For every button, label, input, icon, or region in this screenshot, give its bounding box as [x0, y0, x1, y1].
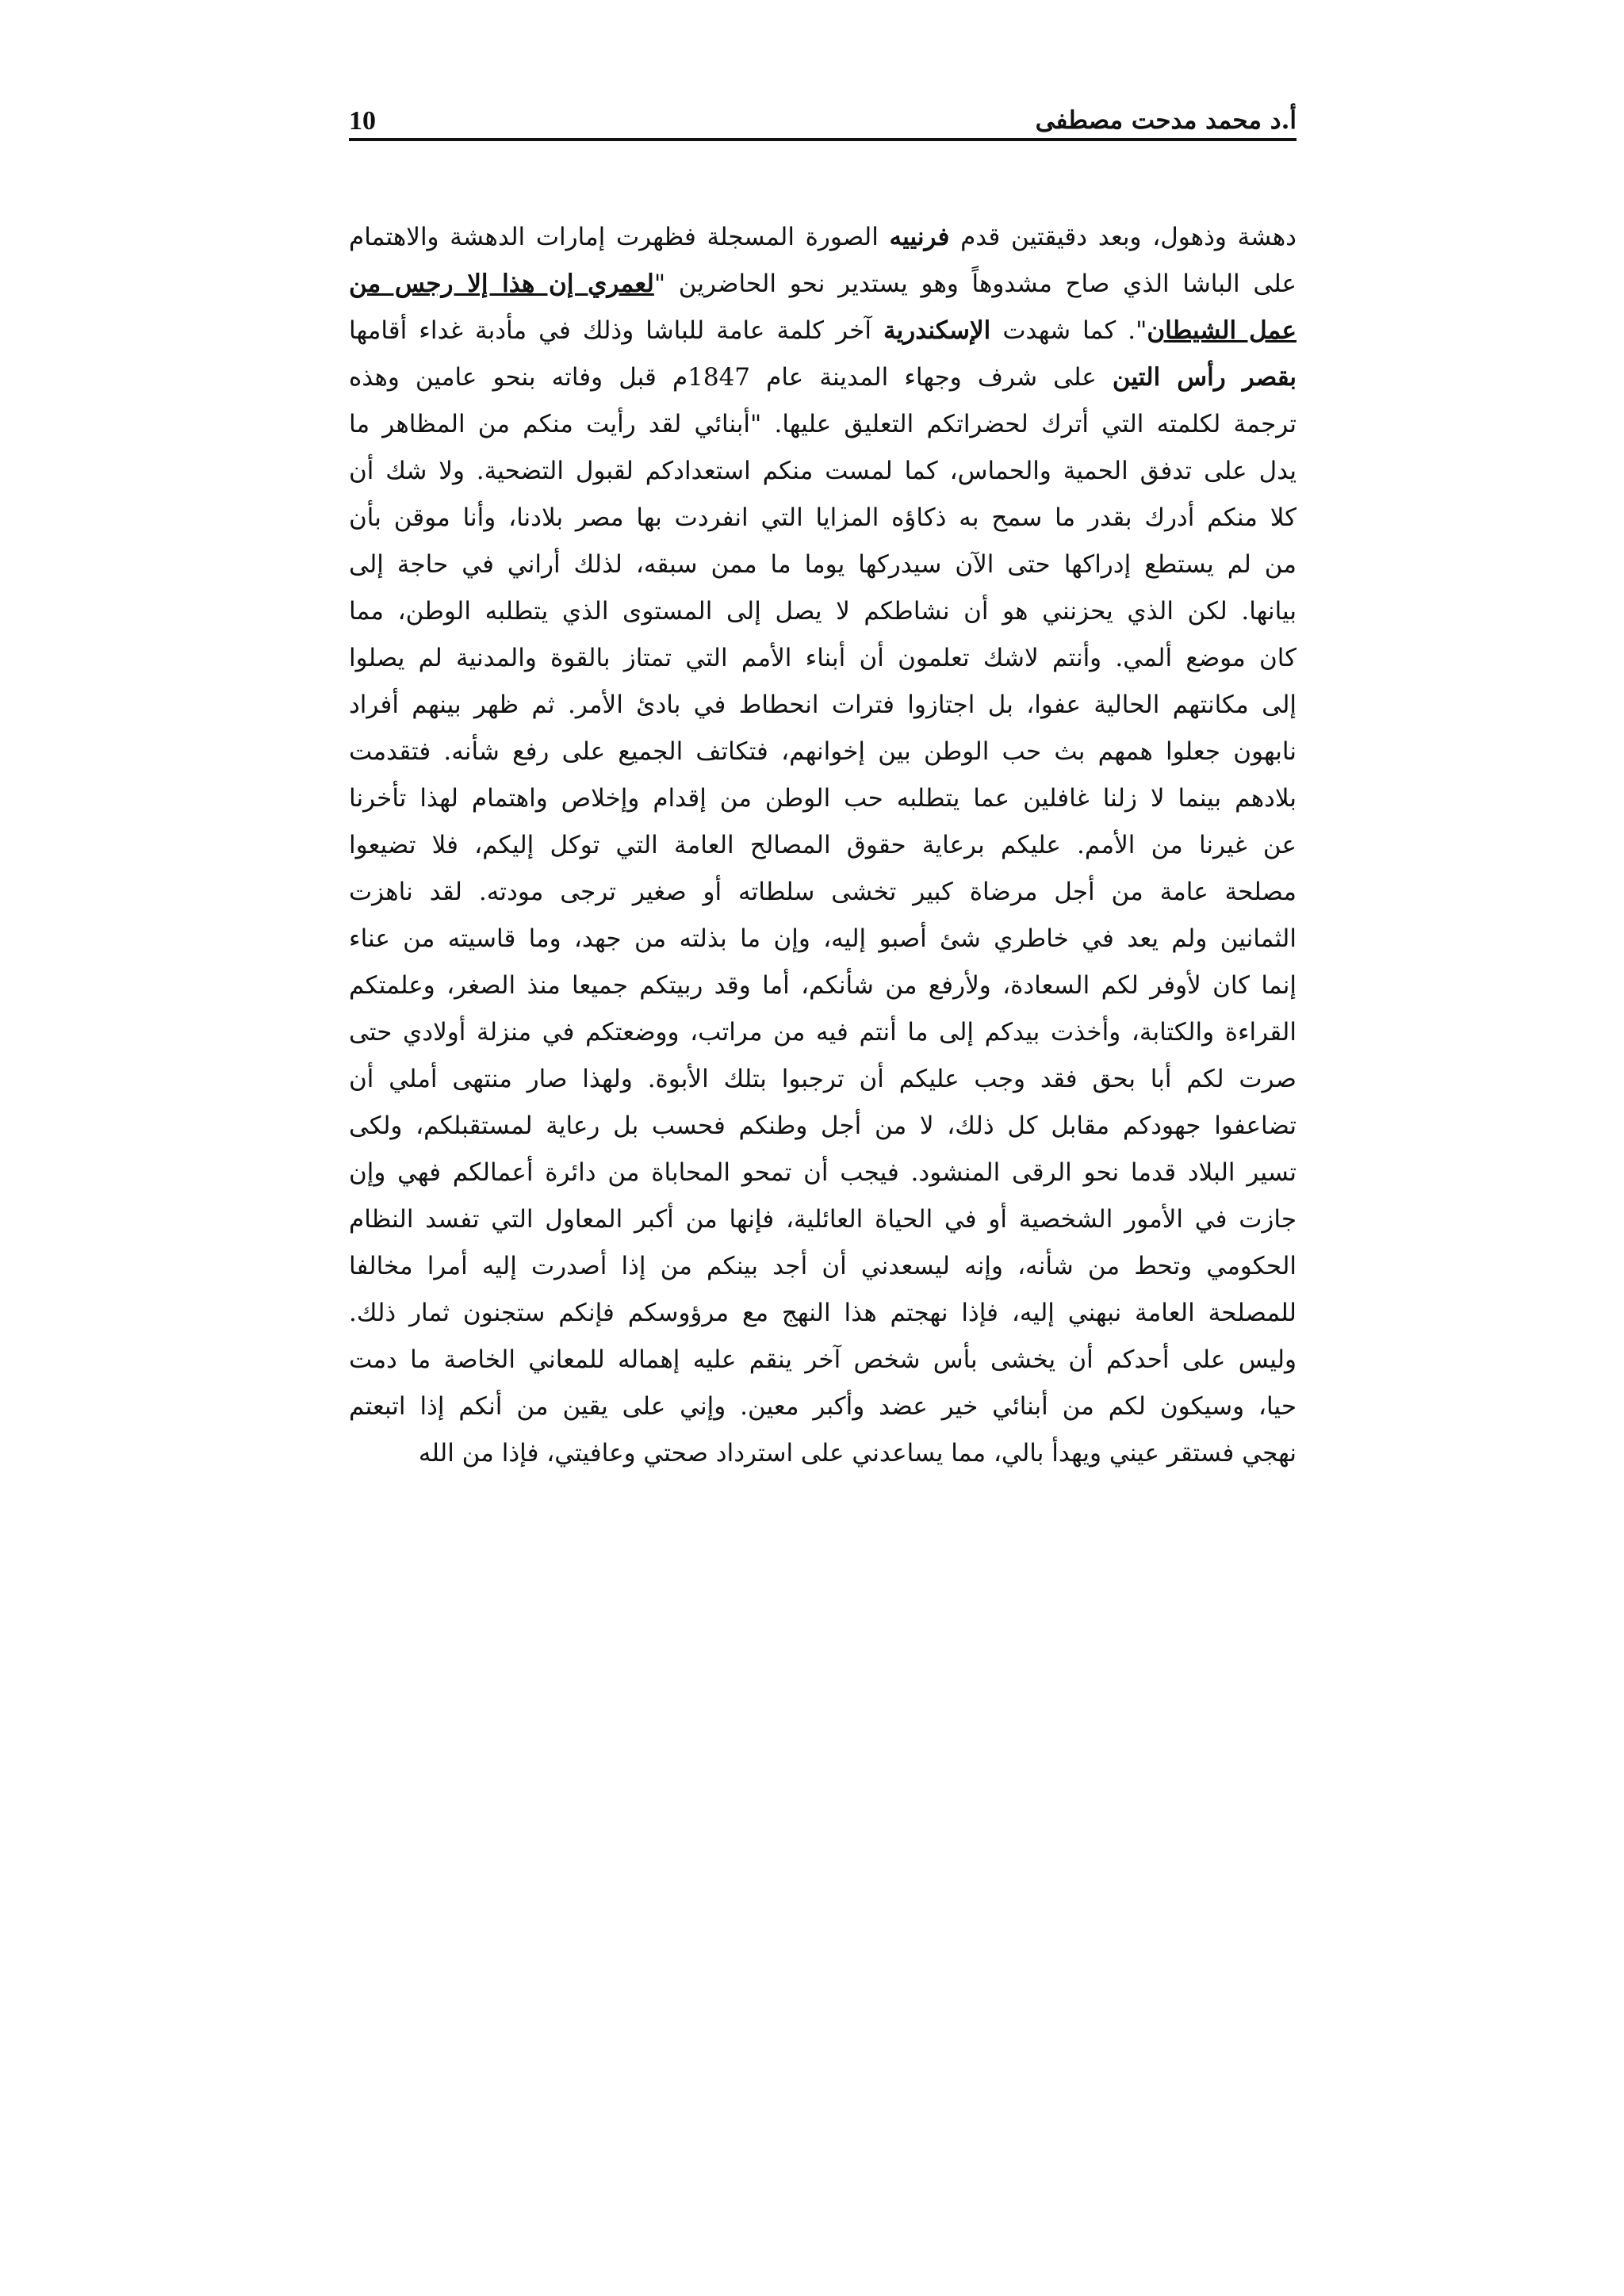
- text-run: من لم يستطع إدراكها حتى الآن سيدركها يوما ما ممن سبقه، لذلك أراني في حاجة إلى: [349, 550, 1297, 579]
- text-line: [349, 775, 1297, 822]
- text-line: [349, 401, 1297, 448]
- text-run: على شرف وجهاء المدينة عام 1847م قبل وفاته بنحو عامين وهذه: [349, 363, 1113, 392]
- text-run: عن غيرنا من الأمم. عليكم برعاية حقوق المصالح العامة التي توكل إليكم، فلا تضيعوا: [349, 831, 1297, 859]
- text-line: [349, 682, 1297, 729]
- text-run: جازت في الأمور الشخصية أو في الحياة العائلية، فإنها من أكبر المعاول التي تفسد النظام: [349, 1205, 1297, 1234]
- text-run: نهجي فستقر عيني ويهدأ بالي، مما يساعدني على استرداد صحتي وعافيتي، فإذا من الله: [418, 1439, 1297, 1468]
- text-run: القراءة والكتابة، وأخذت بيدكم إلى ما أنتم فيه من مراتب، ووضعتكم في منزلة أولادي حتى: [349, 1018, 1297, 1047]
- text-line: [349, 1290, 1297, 1337]
- text-run: ترجمة لكلمته التي أترك لحضراتكم التعليق عليها. "أبنائي لقد رأيت منكم من المظاهر ما: [349, 410, 1297, 438]
- running-head-author: أ.د محمد مدحت مصطفى: [1035, 106, 1297, 135]
- text-line: [349, 916, 1297, 962]
- text-line: [349, 354, 1297, 401]
- bold-term: الإسكندرية: [883, 316, 991, 345]
- text-line: [349, 1430, 1297, 1477]
- text-line: [349, 1243, 1297, 1290]
- text-run: كلا منكم أدرك بقدر ما سمح به ذكاؤه المزايا التي انفردت بها مصر بلادنا، وأنا موقن بأن: [349, 503, 1297, 532]
- text-line: [349, 869, 1297, 916]
- text-run: يدل على تدفق الحمية والحماس، كما لمست منكم استعدادكم لقبول التضحية. ولا شك أن: [349, 457, 1297, 485]
- emphasized-quote: لعمري إن هذا إلا رجس من: [349, 270, 654, 298]
- text-line: [349, 1196, 1297, 1243]
- body-paragraph: [349, 214, 1297, 1477]
- text-run: تسير البلاد قدما نحو الرقى المنشود. فيجب أن تمحو المحاباة من دائرة أعمالكم فهي وإن: [349, 1158, 1297, 1187]
- text-run: بلادهم بينما لا زلنا غافلين عما يتطلبه حب الوطن من إقدام وإخلاص واهتمام لهذا تأخرنا: [349, 784, 1297, 813]
- text-run: صرت لكم أبا بحق فقد وجب عليكم أن ترجبوا بتلك الأبوة. ولهذا صار منتهى أملي أن: [349, 1065, 1297, 1093]
- text-line: [349, 214, 1297, 261]
- text-line: [349, 1056, 1297, 1103]
- page-number: 10: [349, 106, 376, 136]
- text-run: ". كما شهدت: [990, 316, 1147, 345]
- text-run: دهشة وذهول، وبعد دقيقتين قدم: [949, 223, 1297, 251]
- text-line: [349, 1337, 1297, 1383]
- text-run: كان موضع ألمي. وأنتم لاشك تعلمون أن أبناء الأمم التي تمتاز بالقوة والمدنية لم يصلوا: [349, 644, 1297, 672]
- text-run: إنما كان لأوفر لكم السعادة، ولأرفع من شأنكم، أما وقد ربيتكم جميعا منذ الصغر، وعلمتكم: [349, 971, 1297, 1000]
- text-run: للمصلحة العامة نبهني إليه، فإذا نهجتم هذا النهج مع مرؤوسكم فإنكم ستجنون ثمار ذلك.: [349, 1299, 1297, 1327]
- text-run: تضاعفوا جهودكم مقابل كل ذلك، لا من أجل وطنكم فحسب بل رعاية لمستقبلكم، ولكى: [349, 1112, 1297, 1140]
- text-run: الحكومي وتحط من شأنه، وإنه ليسعدني أن أجد بينكم من إذا أصدرت إليه أمرا مخالفا: [349, 1252, 1297, 1280]
- text-run: حيا، وسيكون لكم من أبنائي خير عضد وأكبر معين. وإني على يقين من أنكم إذا اتبعتم: [349, 1392, 1297, 1421]
- text-line: [349, 261, 1297, 308]
- text-run: الصورة المسجلة فظهرت إمارات الدهشة والاهتمام: [349, 223, 890, 251]
- text-line: [349, 588, 1297, 635]
- emphasized-quote: عمل الشيطان: [1147, 316, 1297, 345]
- text-run: مصلحة عامة من أجل مرضاة كبير تخشى سلطاته أو صغير ترجى مودته. لقد ناهزت: [349, 878, 1297, 906]
- text-run: إلى مكانتهم الحالية عفوا، بل اجتازوا فترات انحطاط في بادئ الأمر. ثم ظهر بينهم أفراد: [349, 691, 1297, 719]
- text-run: على الباشا الذي صاح مشدوهاً وهو يستدير نحو الحاضرين ": [653, 270, 1297, 298]
- page-header: [349, 94, 1297, 141]
- text-line: [349, 448, 1297, 495]
- bold-term: فرنييه: [889, 223, 950, 251]
- text-line: [349, 495, 1297, 541]
- text-line: [349, 635, 1297, 682]
- text-line: [349, 1150, 1297, 1196]
- text-line: [349, 962, 1297, 1009]
- text-line: [349, 308, 1297, 354]
- text-run: نابهون جعلوا همهم بث حب الوطن بين إخوانهم، فتكاتف الجميع على رفع شأنه. فتقدمت: [349, 737, 1297, 766]
- text-line: [349, 1103, 1297, 1150]
- text-line: [349, 1383, 1297, 1430]
- text-run: الثمانين ولم يعد في خاطري شئ أصبو إليه، وإن ما بذلته من جهد، وما قاسيته من عناء: [349, 924, 1297, 953]
- text-line: [349, 822, 1297, 869]
- text-run: بيانها. لكن الذي يحزنني هو أن نشاطكم لا يصل إلى المستوى الذي يتطلبه الوطن، مما: [349, 597, 1297, 626]
- text-run: وليس على أحدكم أن يخشى بأس شخص آخر ينقم عليه إهماله للمعاني الخاصة ما دمت: [349, 1345, 1297, 1374]
- text-line: [349, 729, 1297, 775]
- text-line: [349, 541, 1297, 588]
- text-run: آخر كلمة عامة للباشا وذلك في مأدبة غداء أقامها: [349, 316, 884, 345]
- text-line: [349, 1009, 1297, 1056]
- bold-term: بقصر رأس التين: [1112, 363, 1297, 392]
